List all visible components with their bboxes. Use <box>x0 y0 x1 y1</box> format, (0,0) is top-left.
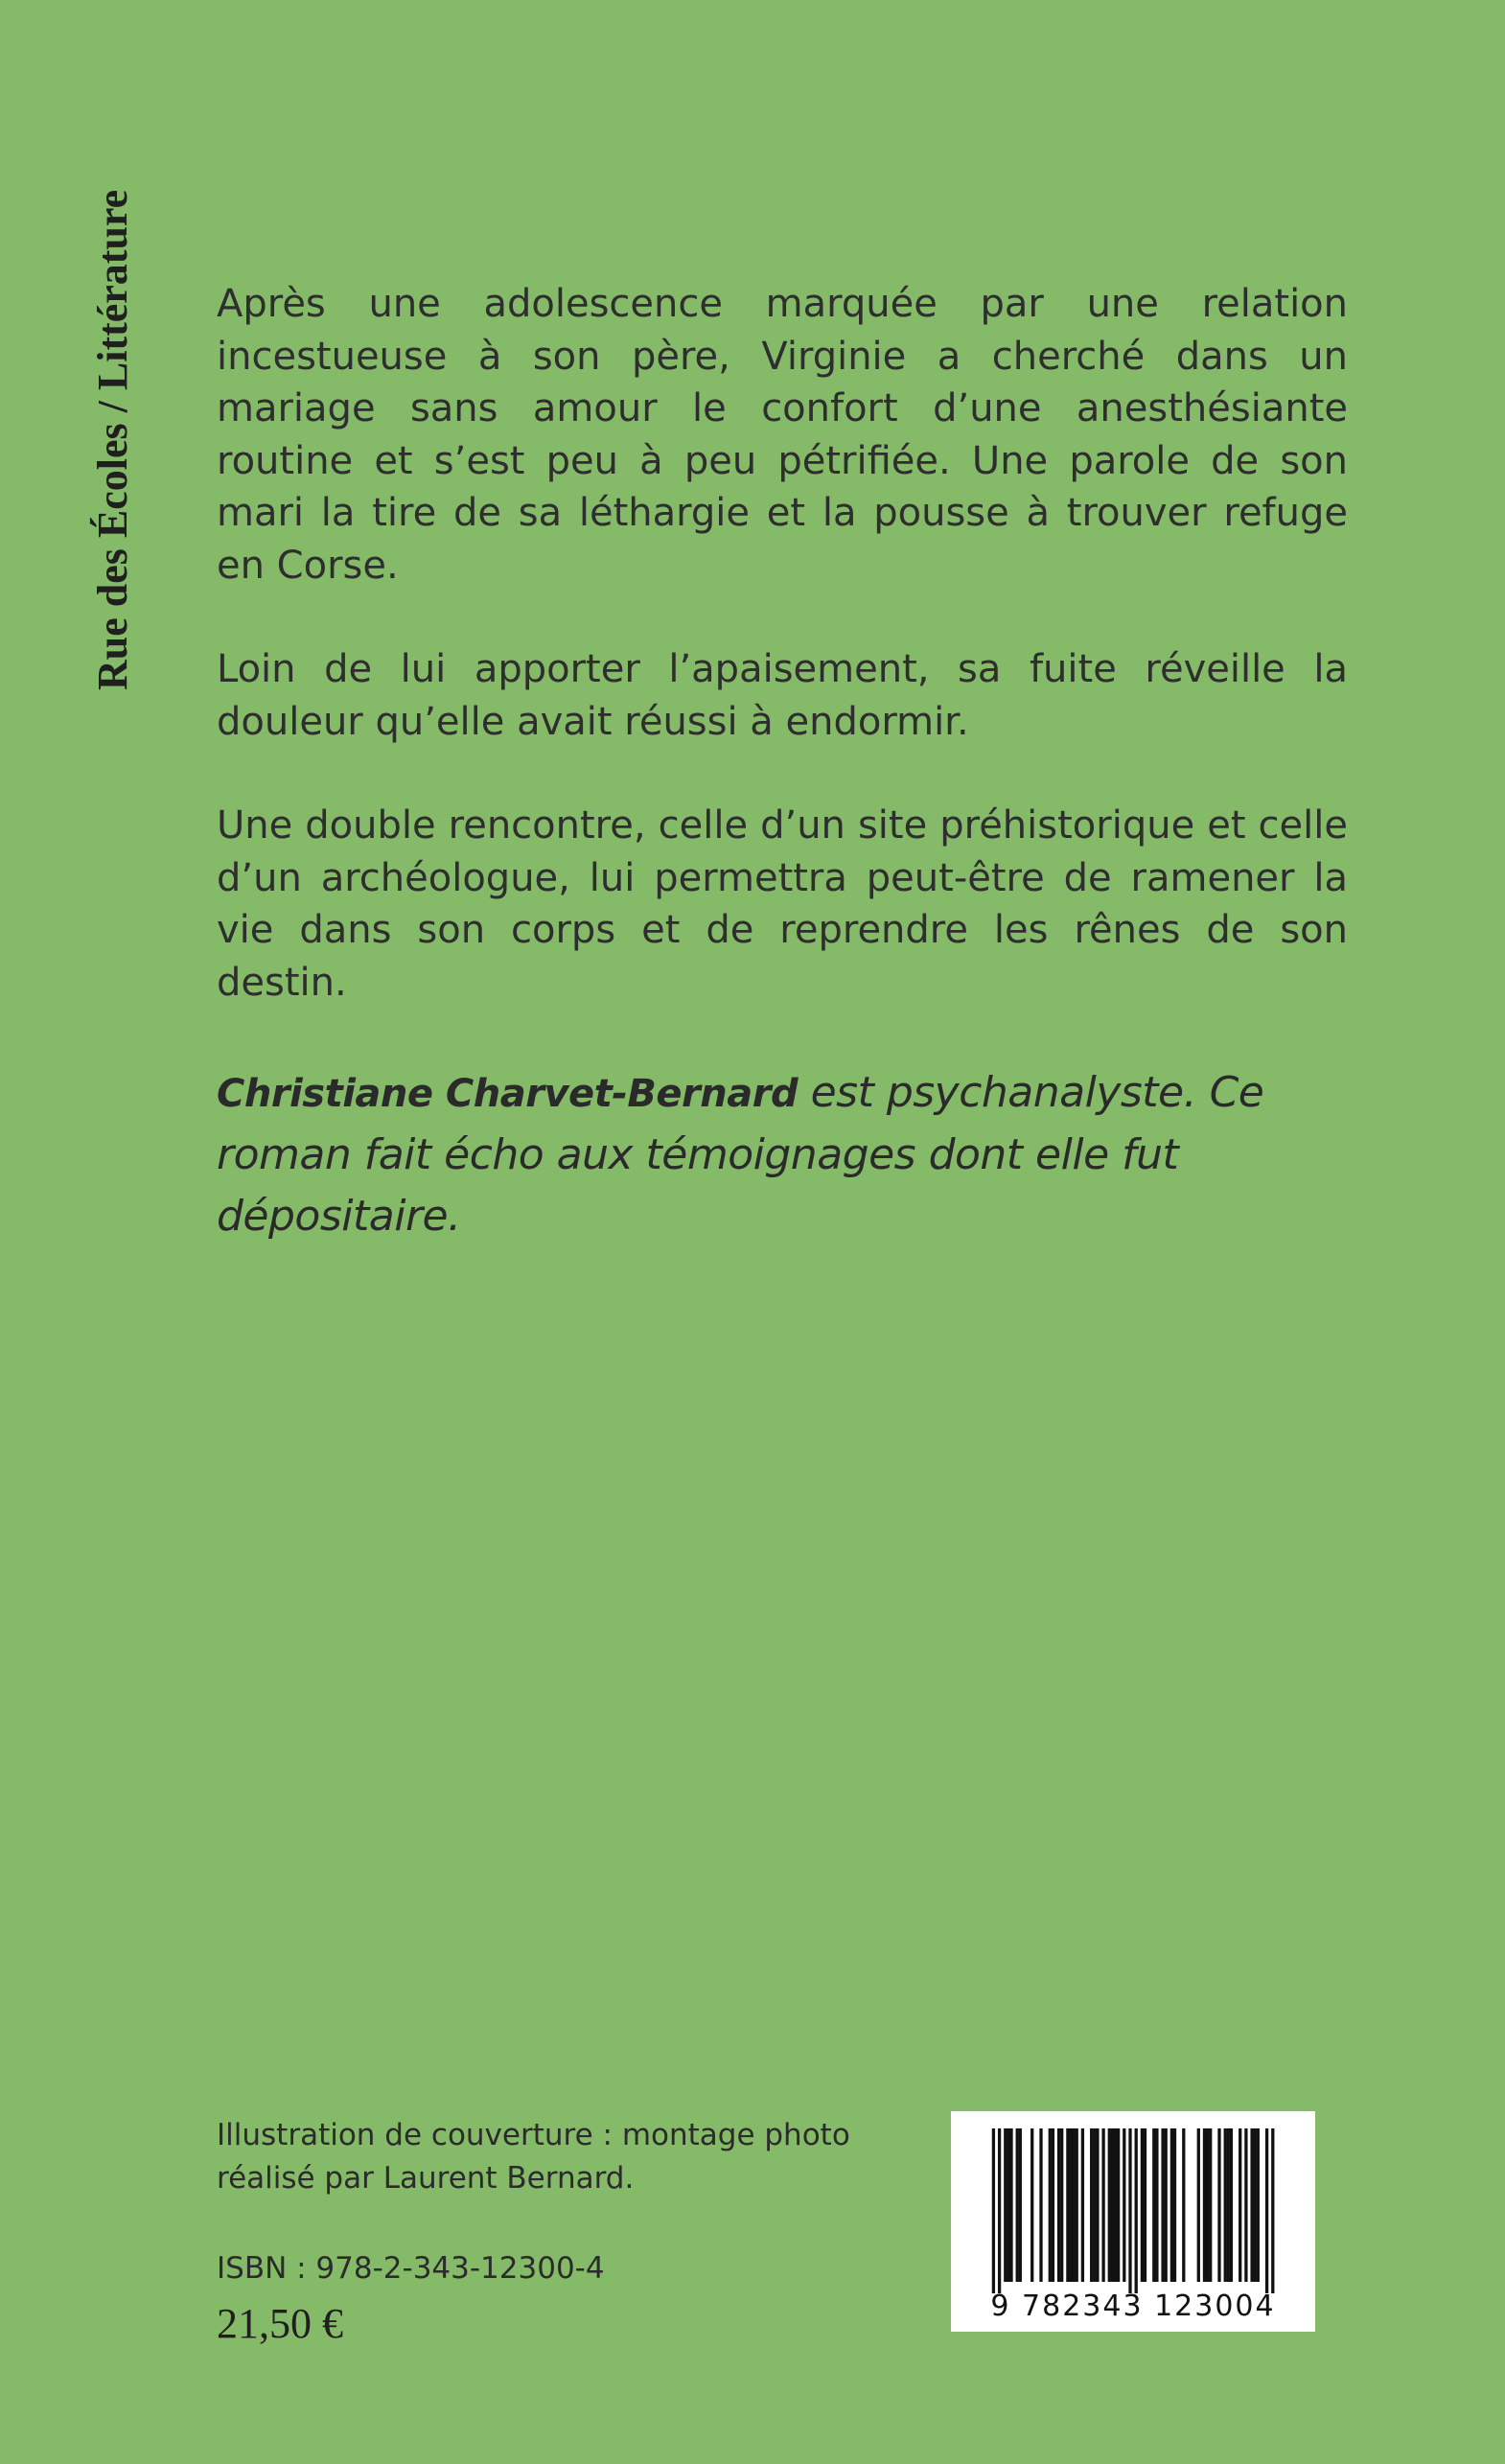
barcode-bar <box>1173 2128 1176 2282</box>
barcode-bar <box>1170 2128 1173 2282</box>
barcode-bar <box>1019 2128 1022 2282</box>
barcode-bar <box>1111 2128 1114 2282</box>
blurb-paragraph: Loin de lui apporter l’apaisement, sa fuite réveille la douleur qu’elle avait réussi à endormir. <box>217 647 1348 744</box>
barcode-bar <box>1254 2128 1257 2282</box>
barcode-bar <box>1101 2128 1104 2282</box>
credits-line: Illustration de couverture : montage photo <box>217 2118 850 2152</box>
blurb-paragraph: Après une adolescence marquée par une relation incestueuse à son père, Virginie a cherché dans un mariage sans amour le confort d’une anesthésiante routine et s’est peu à peu pétrifiée. Une parole de son mari la tire de sa léthargie et la pousse à trouver refuge en Corse. <box>217 282 1348 588</box>
price-text: 21,50 € <box>217 2300 343 2347</box>
credits-line: réalisé par Laurent Bernard. <box>217 2161 635 2196</box>
barcode-bar <box>1060 2128 1063 2282</box>
barcode-bar <box>1030 2128 1033 2282</box>
barcode-digits: 9 782343 123004 <box>990 2290 1276 2323</box>
barcode-bar <box>1152 2128 1155 2282</box>
barcode-bar <box>1004 2128 1007 2282</box>
barcode-bar <box>1069 2128 1072 2282</box>
barcode-bar <box>1081 2128 1084 2282</box>
author-bio: est psychanalyste. Ce roman fait écho aux témoignages dont elle fut dépositaire. <box>217 1068 1264 1241</box>
barcode-bar <box>1096 2128 1099 2282</box>
barcode-bar <box>1203 2128 1206 2282</box>
barcode-bar <box>1141 2128 1144 2282</box>
barcode-bar <box>1108 2128 1111 2282</box>
back-cover-blurb <box>217 278 1348 1060</box>
barcode-bar <box>1230 2128 1233 2282</box>
barcode-bar <box>1135 2128 1138 2293</box>
barcode-bar <box>1052 2128 1054 2282</box>
barcode-bar <box>1144 2128 1146 2282</box>
barcode-bar <box>1197 2128 1200 2282</box>
barcode-bar <box>1128 2128 1131 2293</box>
barcode <box>951 2111 1315 2332</box>
barcode-bar <box>1072 2128 1075 2282</box>
barcode-bar <box>1265 2128 1268 2293</box>
barcode-bar <box>1182 2128 1185 2282</box>
barcode-bar <box>1155 2128 1158 2282</box>
cover-credits <box>217 2114 850 2200</box>
spine-label: Rue des Écoles / Littérature <box>89 189 136 690</box>
isbn-text: ISBN : 978-2-343-12300-4 <box>217 2251 605 2286</box>
author-note <box>217 1062 1348 1247</box>
barcode-bar <box>1093 2128 1096 2282</box>
barcode-bar <box>1244 2128 1247 2282</box>
barcode-bar <box>1206 2128 1209 2282</box>
barcode-bar <box>1066 2128 1069 2282</box>
barcode-bar <box>998 2128 1001 2293</box>
author-name: Christiane Charvet-Bernard <box>217 1072 799 1116</box>
barcode-bar <box>1076 2128 1078 2282</box>
blurb-paragraph: Une double rencontre, celle d’un site préhistorique et celle d’un archéologue, lui permettra peut-être de ramener la vie dans son corps et de reprendre les rênes de son destin. <box>217 803 1348 1005</box>
barcode-bar <box>1049 2128 1052 2282</box>
barcode-bar <box>1161 2128 1164 2282</box>
barcode-bar <box>1250 2128 1253 2282</box>
barcode-bar <box>1227 2128 1230 2282</box>
barcode-bar <box>1123 2128 1125 2282</box>
barcode-bar <box>1224 2128 1227 2282</box>
barcode-bar <box>1209 2128 1212 2282</box>
barcode-bar <box>1039 2128 1042 2282</box>
barcode-bar <box>1165 2128 1168 2282</box>
barcode-bar <box>1217 2128 1220 2282</box>
barcode-bar <box>1114 2128 1117 2282</box>
barcode-bar <box>1117 2128 1120 2282</box>
barcode-bars <box>951 2111 1315 2293</box>
barcode-bar <box>992 2128 995 2293</box>
barcode-bar <box>1007 2128 1009 2282</box>
barcode-bar <box>1257 2128 1260 2282</box>
barcode-bar <box>1057 2128 1060 2282</box>
barcode-bar <box>1009 2128 1012 2282</box>
barcode-bar <box>1271 2128 1274 2293</box>
barcode-bar <box>1090 2128 1093 2282</box>
barcode-bar <box>1016 2128 1019 2282</box>
barcode-bar <box>1239 2128 1241 2282</box>
